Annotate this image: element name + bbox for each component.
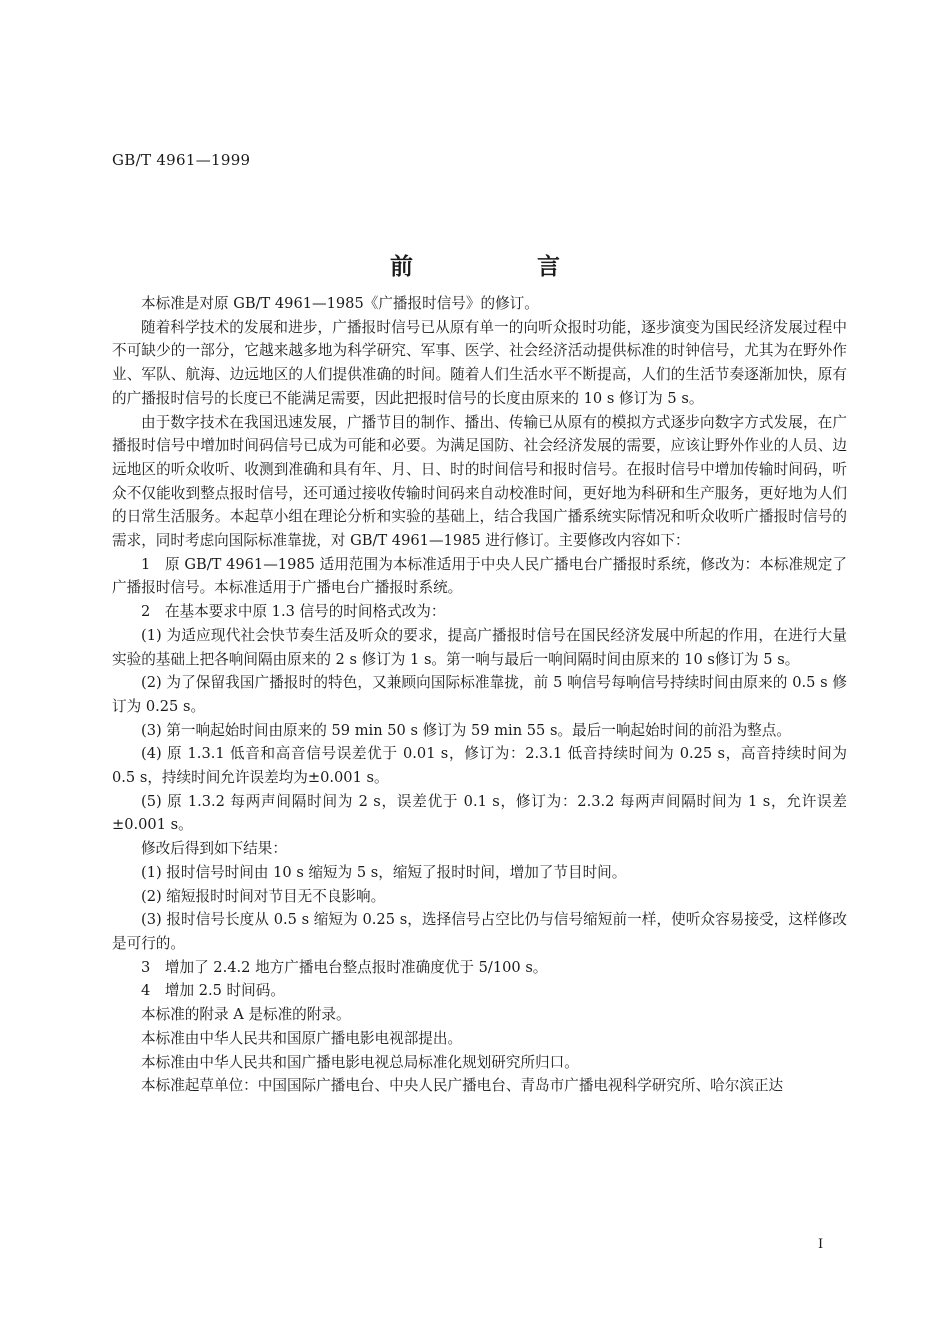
paragraph: 本标准的附录 A 是标准的附录。 (141, 1006, 351, 1024)
list-item: 2 在基本要求中原 1.3 信号的时间格式改为： (141, 603, 446, 621)
page-title: 前 言 (389, 253, 618, 280)
page-number: I (818, 1237, 824, 1252)
list-item: 4 增加 2.5 时间码。 (141, 982, 285, 1000)
list-item: (3) 报时信号长度从 0.5 s 缩短为 0.25 s，选择信号占空比仍与信号缩短前一样，使听众容易接受，这样修改是可行的。 (112, 911, 847, 952)
list-item: (5) 原 1.3.2 每两声间隔时间为 2 s，误差优于 0.1 s，修订为：2.3.2 每两声间隔时间为 1 s，允许误差±0.001 s。 (112, 792, 847, 834)
list-item: (3) 第一响起始时间由原来的 59 min 50 s 修订为 59 min 55 s。最后一响起始时间的前沿为整点。 (141, 721, 791, 739)
paragraph: 修改后得到如下结果： (141, 840, 287, 858)
list-item: (1) 为适应现代社会快节奏生活及听众的要求，提高广播报时信号在国民经济发展中所起的作用，在进行大量实验的基础上把各响间隔由原来的 2 s 修订为 1 s。第一响与最后一响间隔时间由原来的 10 s修订为 5 s。 (112, 626, 847, 668)
paragraph: 由于数字技术在我国迅速发展，广播节目的制作、播出、传输已从原有的模拟方式逐步向数字方式发展，在广播报时信号中增加时间码信号已成为可能和必要。为满足国防、社会经济发展的需要，应该让野外作业的人员、边远地区的听众收听、收测到准确和具有年、月、日、时的时间信号和报时信号。在报时信号中增加传输时间码，听众不仅能收到整点报时信号，还可通过接收传输时间码来自动校准时间，更好地为科研和生产服务，更好地为人们的日常生活服务。本起草小组在理论分析和实验的基础上，结合我国广播系统实际情况和听众收听广播报时信号的需求，同时考虑向国际标准靠拢，对 GB/T 4961—1985 进行修订。主要修改内容如下： (112, 413, 847, 550)
paragraph: 随着科学技术的发展和进步，广播报时信号已从原有单一的向听众报时功能，逐步演变为国民经济发展过程中不可缺少的一部分，它越来越多地为科学研究、军事、医学、社会经济活动提供标准的时钟信号，尤其为在野外作业、军队、航海、边远地区的人们提供准确的时间。随着人们生活水平不断提高，人们的生活节奏逐渐加快，原有的广播报时信号的长度已不能满足需要，因此把报时信号的长度由原来的 10 s 修订为 5 s。 (112, 318, 847, 407)
list-item: 3 增加了 2.4.2 地方广播电台整点报时准确度优于 5/100 s。 (141, 958, 548, 976)
list-item: (1) 报时信号时间由 10 s 缩短为 5 s，缩短了报时时间，增加了节目时间。 (141, 863, 627, 881)
standard-code: GB/T 4961—1999 (112, 151, 251, 169)
list-item: 1 原 GB/T 4961—1985 适用范围为本标准适用于中央人民广播电台广播报时系统，修改为：本标准规定了广播报时信号。本标准适用于广播电台广播报时系统。 (112, 555, 847, 597)
list-item: (2) 缩短报时时间对节目无不良影响。 (141, 887, 386, 905)
list-item: (2) 为了保留我国广播报时的特色，又兼顾向国际标准靠拢，前 5 响信号每响信号持续时间由原来的 0.5 s 修订为 0.25 s。 (112, 674, 847, 715)
paragraph: 本标准是对原 GB/T 4961—1985《广播报时信号》的修订。 (141, 295, 539, 312)
document-body (112, 292, 847, 1098)
list-item: (4) 原 1.3.1 低音和高音信号误差优于 0.01 s，修订为：2.3.1 低音持续时间为 0.25 s，高音持续时间为 0.5 s，持续时间允许误差均为±0.001 s。 (112, 745, 847, 787)
paragraph: 本标准由中华人民共和国原广播电影电视部提出。 (141, 1029, 463, 1047)
paragraph: 本标准起草单位：中国国际广播电台、中央人民广播电台、青岛市广播电视科学研究所、哈尔滨正达 (141, 1077, 784, 1095)
paragraph: 本标准由中华人民共和国广播电影电视总局标准化规划研究所归口。 (141, 1053, 579, 1071)
